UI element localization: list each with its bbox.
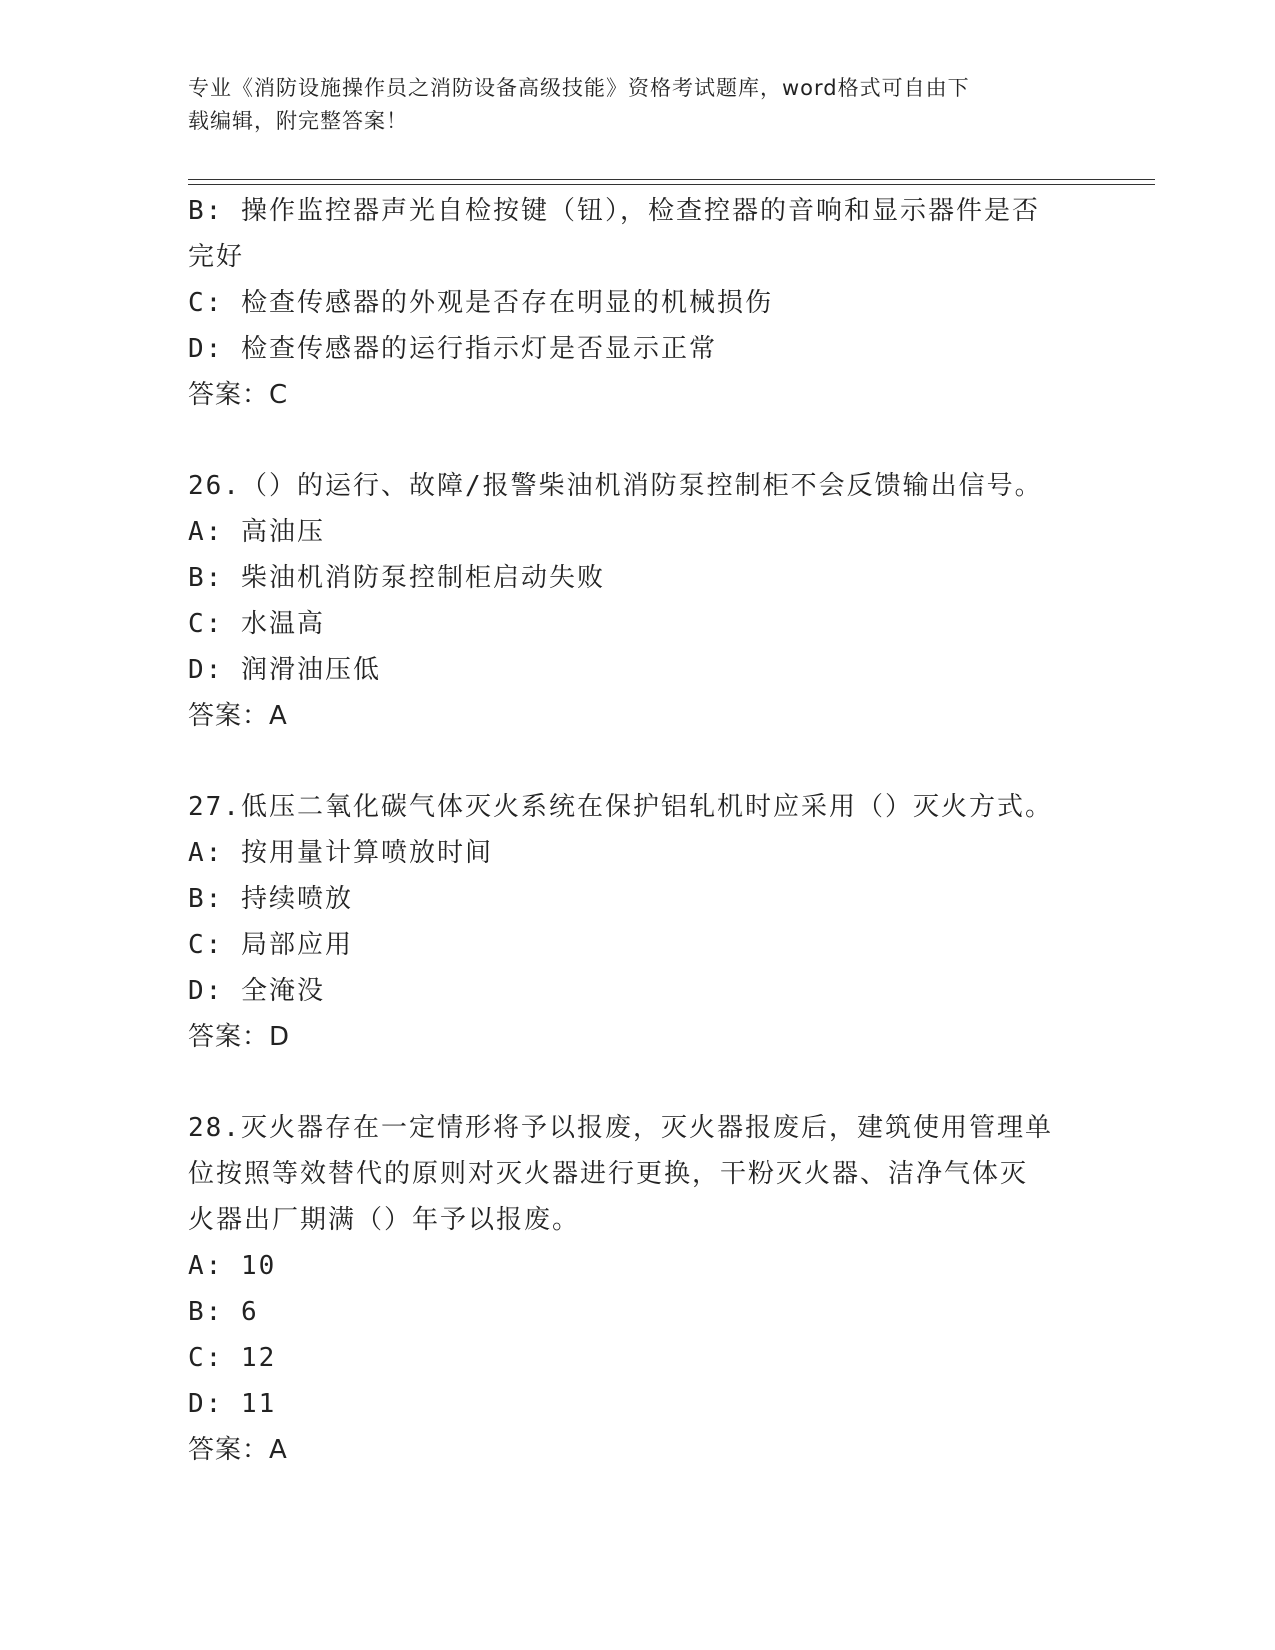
header-line-1: 专业《消防设施操作员之消防设备高级技能》资格考试题库，word格式可自由下 [188,76,970,100]
option-text: A: 10 [188,1251,277,1281]
question-gap [188,739,1088,784]
answer-text: 答案：A [188,701,288,731]
question-text: 26.（）的运行、故障/报警柴油机消防泵控制柜不会反馈输出信号。 [188,471,1043,501]
option-text: B: 持续喷放 [188,884,353,914]
question-gap [188,1060,1088,1105]
option-text: A: 按用量计算喷放时间 [188,838,493,868]
answer-text: 答案：A [188,1435,288,1465]
option-text: C: 12 [188,1343,277,1373]
question-text: 28.灭火器存在一定情形将予以报废，灭火器报废后，建筑使用管理单 [188,1113,1053,1143]
question-text: 火器出厂期满（）年予以报废。 [188,1205,581,1235]
option-text: C: 检查传感器的外观是否存在明显的机械损伤 [188,288,773,318]
question-block [188,1105,1088,1473]
option-text: D: 全淹没 [188,976,325,1006]
header-rule-top [188,179,1155,180]
option-text: 完好 [188,242,245,272]
option-text: D: 润滑油压低 [188,655,381,685]
question-block [188,463,1088,739]
question-block [188,188,1088,418]
header-line-2: 载编辑，附完整答案！ [188,109,408,133]
document-header [188,72,1068,138]
option-text: D: 11 [188,1389,277,1419]
answer-text: 答案：C [188,380,289,410]
option-text: A: 高油压 [188,517,325,547]
question-gap [188,418,1088,463]
option-text: B: 操作监控器声光自检按键（钮），检查控器的音响和显示器件是否 [188,196,1040,226]
option-text: C: 局部应用 [188,930,353,960]
answer-text: 答案：D [188,1022,291,1052]
question-list [188,188,1088,1473]
option-text: B: 柴油机消防泵控制柜启动失败 [188,563,605,593]
question-text: 27.低压二氧化碳气体灭火系统在保护铝轧机时应采用（）灭火方式。 [188,792,1053,822]
option-text: C: 水温高 [188,609,325,639]
option-text: B: 6 [188,1297,259,1327]
header-rule-bottom [188,184,1155,185]
option-text: D: 检查传感器的运行指示灯是否显示正常 [188,334,717,364]
question-text: 位按照等效替代的原则对灭火器进行更换，干粉灭火器、洁净气体灭 [188,1159,1029,1189]
question-block [188,784,1088,1060]
